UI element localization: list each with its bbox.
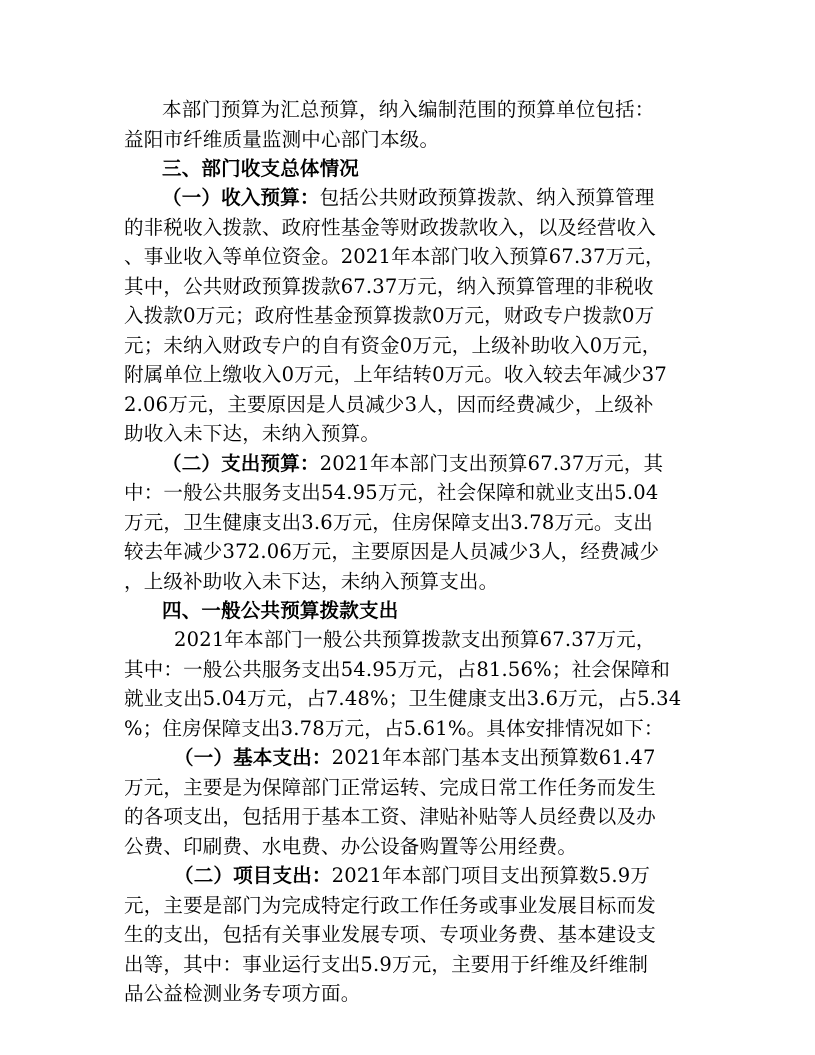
paragraph-line: 元；未纳入财政专户的自有资金0万元，上级补助收入0万元， <box>124 334 662 357</box>
paragraph-line: 益阳市纤维质量监测中心部门本级。 <box>124 128 440 151</box>
subsection-label: （一）基本支出： <box>174 746 332 769</box>
paragraph-line: 万元，卫生健康支出3.6万元，住房保障支出3.78万元。支出 <box>124 511 653 534</box>
paragraph-line: 2.06万元，主要原因是人员减少3人，因而经费减少，上级补 <box>124 393 654 416</box>
paragraph-line: 中：一般公共服务支出54.95万元，社会保障和就业支出5.04 <box>124 481 659 504</box>
paragraph-line: 2021年本部门一般公共预算拨款支出预算67.37万元， <box>174 628 656 651</box>
paragraph-line: 助收入未下达，未纳入预算。 <box>124 422 381 445</box>
paragraph-line: 、事业收入等单位资金。2021年本部门收入预算67.37万元， <box>124 245 665 268</box>
section-heading: 四、一般公共预算拨款支出 <box>162 599 399 622</box>
paragraph-text: 包括公共财政预算拨款、纳入预算管理 <box>319 186 655 209</box>
paragraph-line <box>174 863 650 889</box>
paragraph-line: 出等，其中：事业运行支出5.9万元，主要用于纤维及纤维制 <box>124 953 649 976</box>
paragraph-text: 2021年本部门支出预算67.37万元，其 <box>319 452 664 475</box>
paragraph-line: 其中：一般公共服务支出54.95万元，占81.56%；社会保障和 <box>124 658 671 681</box>
paragraph-line <box>162 185 655 211</box>
paragraph-line: 的各项支出，包括用于基本工资、津贴补贴等人员经费以及办 <box>124 805 656 828</box>
subsection-label: （二）项目支出： <box>174 864 332 887</box>
section-heading: 三、部门收支总体情况 <box>162 157 360 180</box>
paragraph-line: 入拨款0万元；政府性基金预算拨款0万元，财政专户拨款0万 <box>124 304 655 327</box>
paragraph-line: 元，主要是部门为完成特定行政工作任务或事业发展目标而发 <box>124 894 656 917</box>
paragraph-line: 生的支出，包括有关事业发展专项、专项业务费、基本建设支 <box>124 923 656 946</box>
paragraph-line: ，上级补助收入未下达，未纳入预算支出。 <box>124 570 499 593</box>
paragraph-line: %；住房保障支出3.78万元，占5.61%。具体安排情况如下： <box>124 717 664 740</box>
paragraph-line: 较去年减少372.06万元，主要原因是人员减少3人，经费减少 <box>124 540 660 563</box>
paragraph-line: 就业支出5.04万元，占7.48%；卫生健康支出3.6万元，占5.34 <box>124 687 682 710</box>
paragraph-line: 万元，主要是为保障部门正常运转、完成日常工作任务而发生 <box>124 776 656 799</box>
paragraph-line: 品公益检测业务专项方面。 <box>124 982 361 1005</box>
paragraph-line <box>174 745 656 771</box>
paragraph-line: 公费、印刷费、水电费、办公设备购置等公用经费。 <box>124 835 578 858</box>
paragraph-line <box>162 451 663 477</box>
paragraph-line: 的非税收入拨款、政府性基金等财政拨款收入，以及经营收入 <box>124 216 656 239</box>
paragraph-text: 2021年本部门项目支出预算数5.9万 <box>331 864 651 887</box>
paragraph-text: 2021年本部门基本支出预算数61.47 <box>331 746 656 769</box>
subsection-label: （一）收入预算： <box>162 186 320 209</box>
paragraph-line: 本部门预算为汇总预算，纳入编制范围的预算单位包括： <box>162 98 655 121</box>
paragraph-line: 附属单位上缴收入0万元，上年结转0万元。收入较去年减少37 <box>124 363 667 386</box>
paragraph-line: 其中，公共财政预算拨款67.37万元，纳入预算管理的非税收 <box>124 275 654 298</box>
subsection-label: （二）支出预算： <box>162 452 320 475</box>
